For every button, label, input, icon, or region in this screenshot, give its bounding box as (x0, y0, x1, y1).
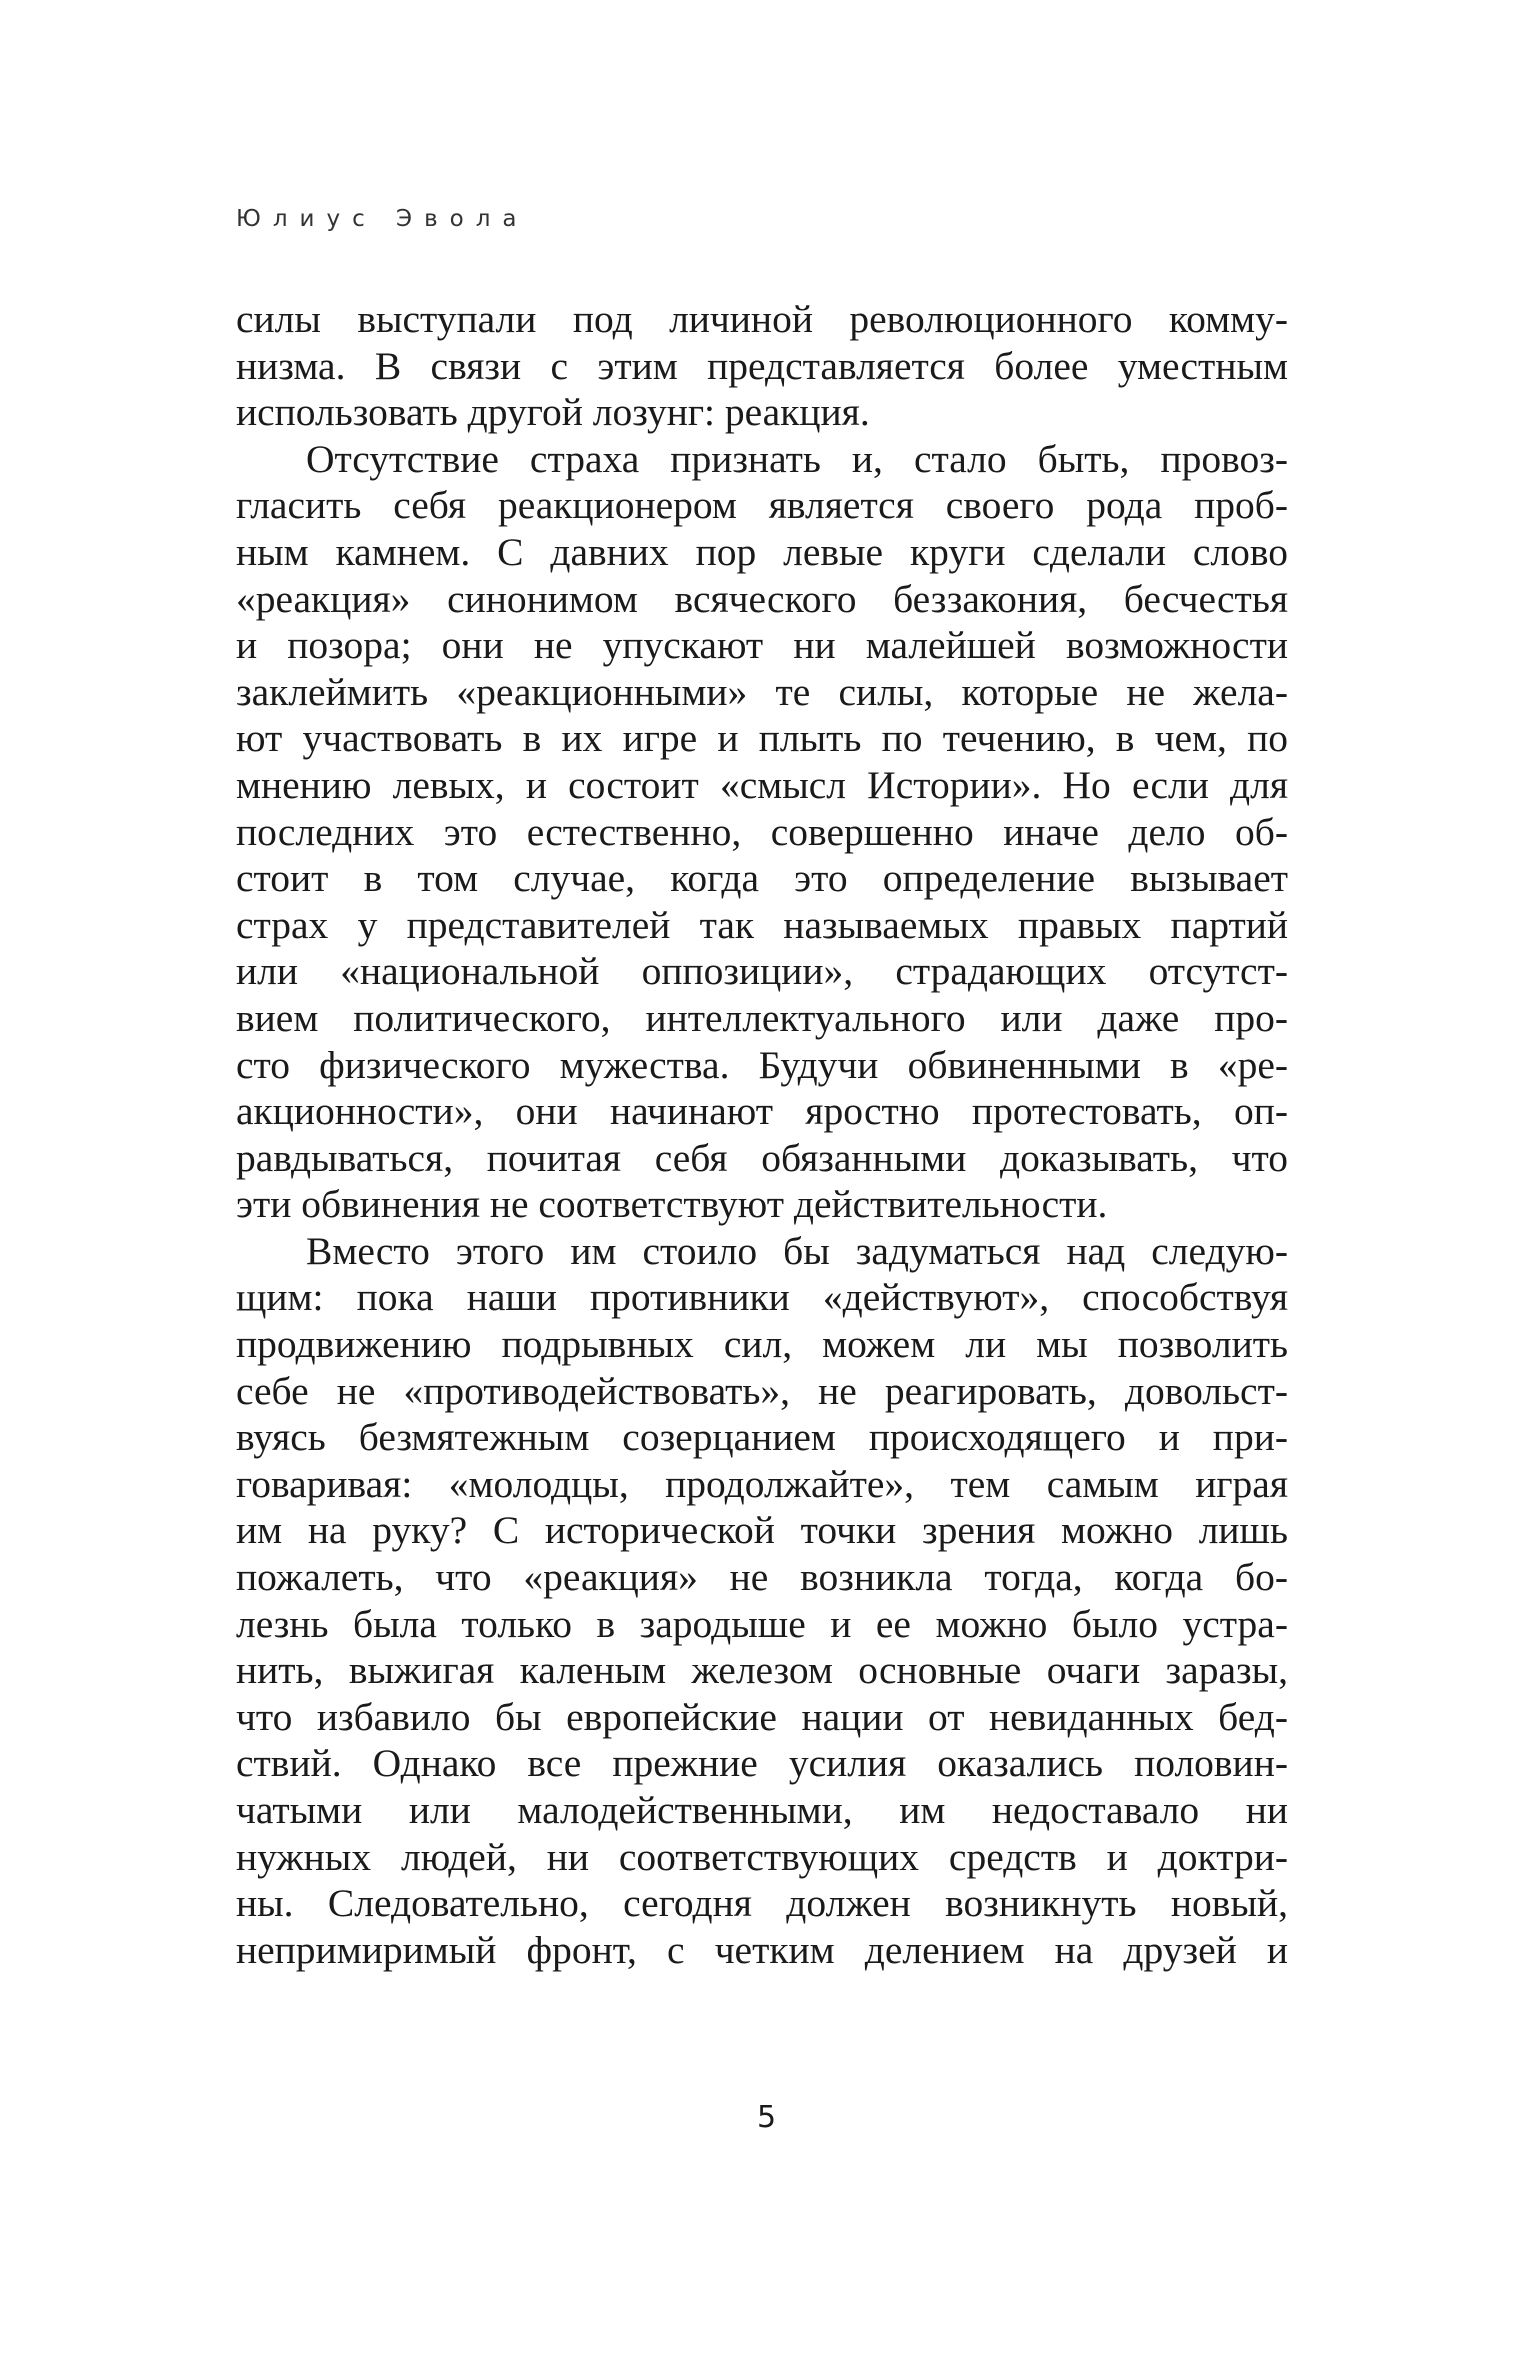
body-text (236, 296, 1288, 1973)
text-line: гласить себя реакционером является своего рода проб- (236, 483, 1288, 528)
paragraph (236, 1228, 1288, 1974)
text-line: чатыми или малодейственными, им недоставало ни (236, 1788, 1288, 1832)
text-line: Вместо этого им стоило бы задуматься над следую- (306, 1228, 1288, 1273)
page-number: 5 (756, 2100, 777, 2135)
text-line: страх у представителей так называемых правых партий (236, 902, 1288, 947)
text-line: «реакция» синонимом всяческого беззакония, бесчестья (236, 576, 1288, 621)
text-line: сто физического мужества. Будучи обвиненными в «ре- (236, 1042, 1288, 1087)
text-line: ны. Следовательно, сегодня должен возникнуть новый, (236, 1881, 1288, 1926)
text-line: продвижению подрывных сил, можем ли мы позволить (236, 1322, 1288, 1367)
text-line: ным камнем. С давних пор левые круги сделали слово (236, 529, 1288, 574)
text-line: стоит в том случае, когда это определение вызывает (236, 856, 1288, 901)
text-line: щим: пока наши противники «действуют», способствуя (236, 1275, 1288, 1320)
text-line: и позора; они не упускают ни малейшей возможности (236, 623, 1288, 668)
text-line: пожалеть, что «реакция» не возникла тогда, когда бо- (236, 1555, 1288, 1600)
text-line: непримиримый фронт, с четким делением на друзей и (236, 1927, 1288, 1972)
text-line: им на руку? С исторической точки зрения можно лишь (236, 1508, 1288, 1553)
text-line: нить, выжигая каленым железом основные очаги заразы, (236, 1648, 1288, 1693)
text-line: равдываться, почитая себя обязанными доказывать, что (236, 1135, 1288, 1180)
running-head-author: Юлиус Эвола (236, 206, 529, 232)
text-line: Отсутствие страха признать и, стало быть, провоз- (306, 436, 1288, 481)
text-line: использовать другой лозунг: реакция. (236, 390, 870, 435)
text-line: вуясь безмятежным созерцанием происходящего и при- (236, 1415, 1288, 1460)
text-line: что избавило бы европейские нации от невиданных бед- (236, 1694, 1288, 1739)
text-line: заклеймить «реакционными» те силы, которые не жела- (236, 669, 1288, 714)
text-line: нужных людей, ни соответствующих средств и доктри- (236, 1834, 1288, 1879)
text-line: или «национальной оппозиции», страдающих отсутст- (236, 949, 1288, 994)
paragraph (236, 436, 1288, 1228)
text-line: низма. В связи с этим представляется более уместным (236, 343, 1288, 388)
text-line: лезнь была только в зародыше и ее можно было устра- (236, 1601, 1288, 1646)
text-line: последних это естественно, совершенно иначе дело об- (236, 809, 1288, 854)
text-line: силы выступали под личиной революционного комму- (236, 297, 1288, 341)
text-line: мнению левых, и состоит «смысл Истории». Но если для (236, 762, 1288, 807)
text-line: эти обвинения не соответствуют действительности. (236, 1182, 1108, 1227)
text-line: говаривая: «молодцы, продолжайте», тем самым играя (236, 1461, 1288, 1506)
text-line: ют участвовать в их игре и плыть по течению, в чем, по (236, 716, 1288, 761)
text-line: себе не «противодействовать», не реагировать, довольст- (236, 1368, 1288, 1413)
text-line: вием политического, интеллектуального или даже про- (236, 995, 1288, 1040)
text-line: ствий. Однако все прежние усилия оказались половин- (236, 1741, 1288, 1786)
paragraph (236, 296, 1288, 436)
text-line: акционности», они начинают яростно протестовать, оп- (236, 1089, 1288, 1134)
